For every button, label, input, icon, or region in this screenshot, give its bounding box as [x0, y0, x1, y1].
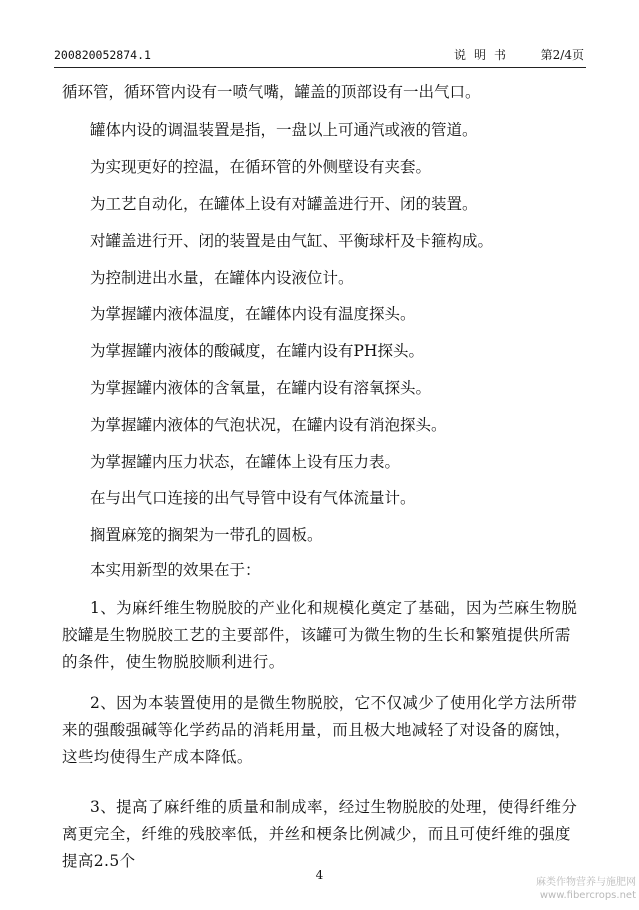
site-watermark	[500, 876, 636, 906]
paragraph: 本实用新型的效果在于：	[90, 561, 261, 579]
page-header	[54, 44, 584, 66]
paragraph: 为控制进出水量，在罐体内设液位计。	[90, 269, 354, 287]
paragraph: 为掌握罐内液体的含氧量，在罐内设有溶氧探头。	[90, 379, 432, 397]
paragraph: 为掌握罐内压力状态，在罐体上设有压力表。	[90, 453, 401, 471]
paragraph: 为掌握罐内液体温度，在罐体内设有温度探头。	[90, 305, 416, 323]
page-number: 4	[315, 868, 324, 882]
paragraph: 搁置麻笼的搁架为一带孔的圆板。	[90, 526, 323, 544]
page-info: 第2/4页	[540, 48, 584, 62]
paragraph: 为工艺自动化，在罐体上设有对罐盖进行开、闭的装置。	[90, 195, 478, 213]
paragraph: 为掌握罐内液体的气泡状况，在罐内设有消泡探头。	[90, 416, 447, 434]
paragraph: 在与出气口连接的出气导管中设有气体流量计。	[90, 489, 416, 507]
watermark-url: www.fibercrops.net	[539, 890, 636, 901]
paragraph-effect-1: 1、为麻纤维生物脱胶的产业化和规模化奠定了基础，因为苎麻生物脱胶罐是生物脱胶工艺的主要部件，该罐可为微生物的生长和繁殖提供所需的条件，使生物脱胶顺利进行。	[62, 599, 578, 671]
paragraph: 罐体内设的调温装置是指，一盘以上可通汽或液的管道。	[90, 121, 478, 139]
paragraph-effect-3: 3、提高了麻纤维的质量和制成率，经过生物脱胶的处理，使得纤维分离更完全，纤维的残胶率低，并丝和梗条比例减少，而且可使纤维的强度提高2.5个	[62, 798, 578, 870]
paragraph-effect-2: 2、因为本装置使用的是微生物脱胶，它不仅减少了使用化学方法所带来的强酸强碱等化学药品的消耗用量，而且极大地减轻了对设备的腐蚀，这些均使得生产成本降低。	[62, 694, 578, 766]
paragraph: 对罐盖进行开、闭的装置是由气缸、平衡球杆及卡箍构成。	[90, 232, 494, 250]
paragraph: 为实现更好的控温，在循环管的外侧壁设有夹套。	[90, 158, 432, 176]
document-type: 说明书	[454, 48, 515, 62]
paragraph: 为掌握罐内液体的酸碱度，在罐内设有PH探头。	[90, 342, 424, 360]
header-rule	[54, 67, 586, 68]
document-number: 200820052874.1	[54, 48, 151, 62]
paragraph: 循环管，循环管内设有一喷气嘴，罐盖的顶部设有一出气口。	[62, 83, 481, 101]
watermark-title: 麻类作物营养与施肥网	[536, 877, 636, 888]
